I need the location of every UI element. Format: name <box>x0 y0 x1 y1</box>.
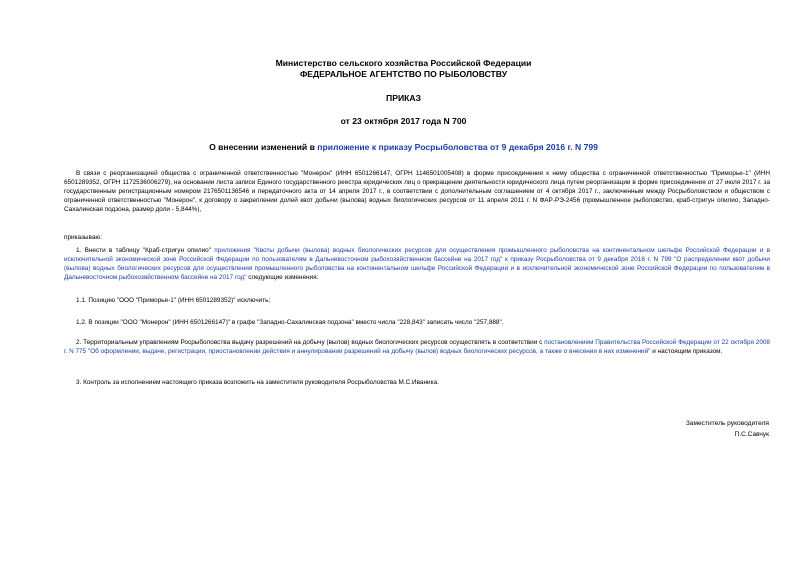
item-2-paragraph <box>64 338 770 356</box>
doc-title-prefix: О внесении изменений в <box>209 142 318 152</box>
item-1-suffix: следующие изменения: <box>246 274 319 282</box>
order-word: приказываю: <box>64 234 102 241</box>
doc-title-link[interactable]: приложение к приказу Росрыболовства от 9 декабря 2016 г. N 799 <box>317 142 598 152</box>
item-1-paragraph <box>64 246 770 282</box>
ministry-name: Министерство сельского хозяйства Российской Федерации <box>275 58 532 68</box>
item-1-link[interactable]: приложения "Квоты добычи (вылова) водных биологических ресурсов для осуществления промышленного рыболовства на континентальном шельфе Российской Федерации и в исключительной экономической зоне Российской Федерации по пользователям в Дальневосточном рыбохозяйственном бассейне на 2017 год" к приказу Росрыболовства от 9 декабря 2016 г. N 799 "О распределении квот добычи (вылова) водных биологических ресурсов для осуществления промышленного рыболовства на континентальном шельфе Российской Федерации и в исключительной экономической зоне Российской Федерации по пользователям в Дальневосточном рыбохозяйственном бассейне на 2017 год" <box>64 247 770 282</box>
item-2-suffix: и настоящим приказом. <box>650 348 723 356</box>
item-3-paragraph: 3. Контроль за исполнением настоящего приказа возложить на заместителя руководителя Росрыболовства М.С.Иваника. <box>76 379 439 386</box>
preamble-paragraph: В связи с реорганизацией общества с ограниченной ответственностью "Монерон" (ИНН 6501266147, ОГРН 1146501005408) в форме присоединения к нему общества с ограниченной ответственностью "Приморье-1" (ИНН 6501289352, ОГРН 1172536006279), на основании листа записи Единого государственного реестра юридических лиц о прекращении деятельности юридического лица путем реорганизации в форме присоединения от 27 июля 2017 г. за государственным регистрационным номером 2176501136546 и передаточного акта от 14 апреля 2017 г., в соответствии с дополнительным соглашением от 4 октября 2017 г., заключенным между Росрыболовством и обществом с ограниченной ответственностью "Монерон", к договору о закреплении долей квот добычи (вылова) водных биологических ресурсов от 11 апреля 2011 г. N ФАР-РЭ-2456 (промышленное рыболовство, краб-стригун опилио, Западно-Сахалинская подзона, размер доли - 5,844%), <box>64 170 770 214</box>
item-2-prefix: 2. Территориальным управлениям Росрыболовства выдачу разрешений на добычу (вылов) водных биологических ресурсов осуществлять в соответствии с <box>76 339 545 346</box>
signature-position: Заместитель руководителя <box>685 420 769 427</box>
item-1-1-paragraph: 1.1. Позицию "ООО "Приморье-1" (ИНН 6501289352)" исключить; <box>76 297 271 304</box>
agency-name: ФЕДЕРАЛЬНОЕ АГЕНТСТВО ПО РЫБОЛОВСТВУ <box>299 69 508 79</box>
item-1-2-paragraph: 1.2. В позиции "ООО "Монерон" (ИНН 6501266147)" в графе "Западно-Сахалинская подзона" вместо числа "228,843" записать число "257,888". <box>76 319 504 326</box>
doc-title <box>0 142 807 153</box>
item-2-link[interactable]: постановлением Правительства Российской Федерации от 22 октября 2008 г. N 775 "Об оформлении, выдаче, регистрации, приостановлении действия и аннулировании разрешений на добычу (вылов) водных биологических ресурсов, а также о внесении в них изменений" <box>64 339 770 356</box>
doc-type: ПРИКАЗ <box>386 93 421 103</box>
doc-date-number: от 23 октября 2017 года N 700 <box>340 116 467 126</box>
item-1-prefix: 1. Внести в таблицу "Краб-стригун опилио" <box>76 247 215 254</box>
signature-name: П.С.Савчук <box>734 431 769 438</box>
